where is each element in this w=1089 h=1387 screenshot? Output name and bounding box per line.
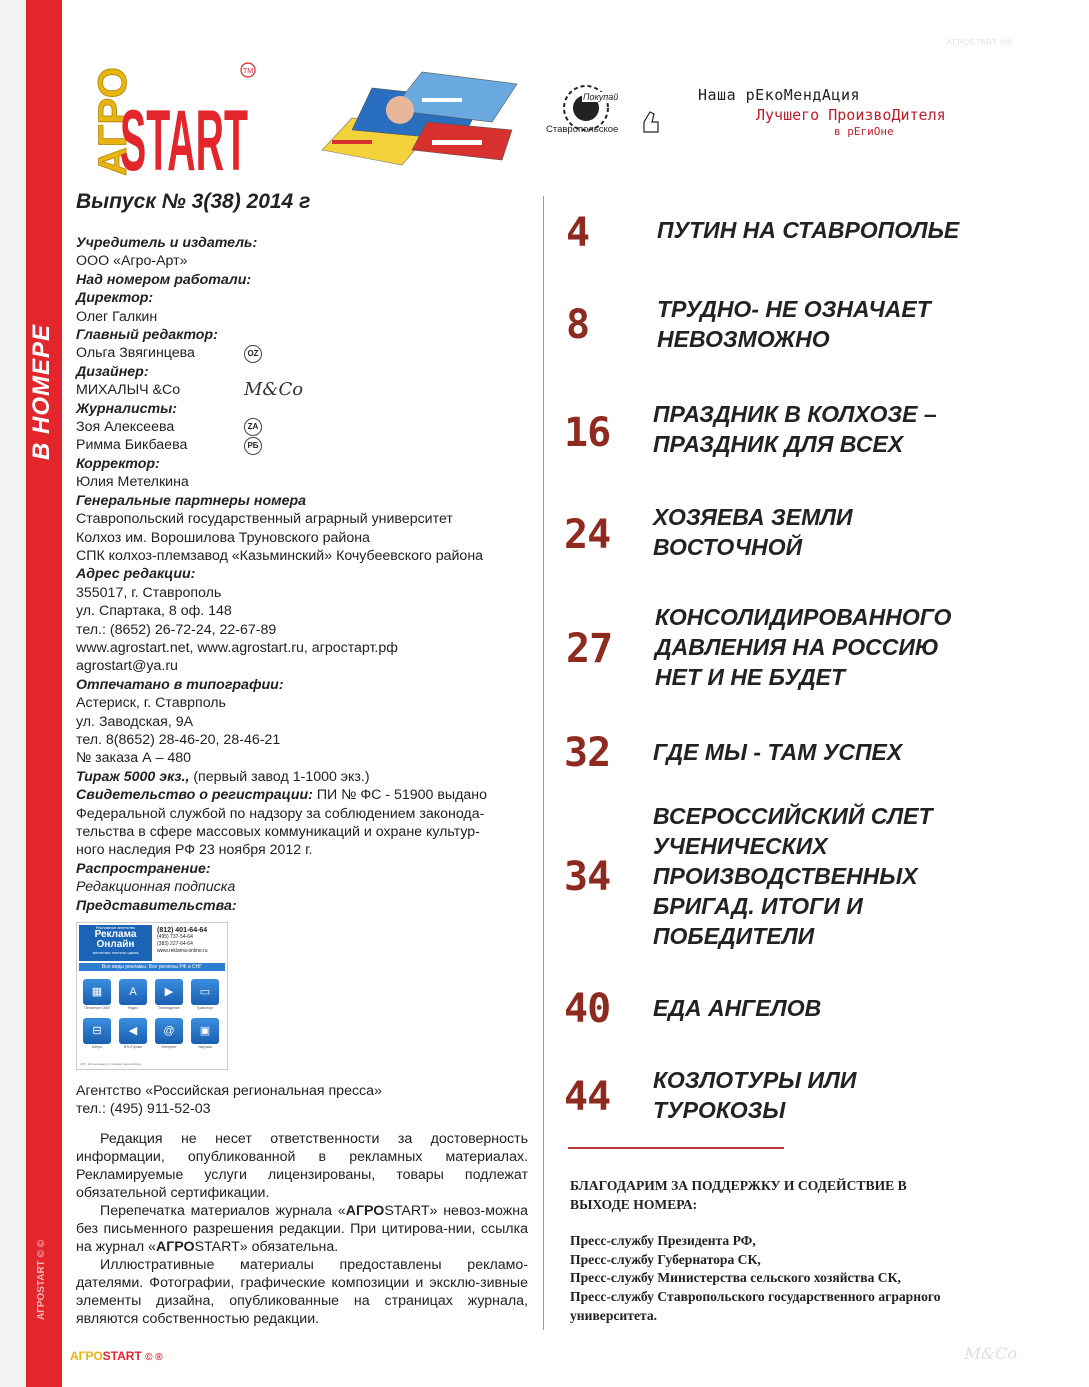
ad-tile-tv <box>155 979 183 1010</box>
ad-small-top: Рекламное агентство <box>95 925 136 930</box>
buy-badge-line1: Покупай <box>583 92 619 102</box>
proof-value: Юлия Метелкина <box>76 474 189 491</box>
print-line3: тел. 8(8652) 28-46-20, 28-46-21 <box>76 731 281 748</box>
distribution-value: Редакционная подписка <box>76 879 236 896</box>
radio-tower-icon: A <box>119 979 147 1005</box>
thanks-line1: Пресс-службу Президента РФ, <box>570 1233 756 1249</box>
ad-caption: Метро <box>91 1045 103 1049</box>
ad-phone-3: (383) 227-64-64 <box>157 941 193 947</box>
ad-phone-2: (495) 737-54-64 <box>157 934 193 940</box>
print-line2: ул. Заводская, 9А <box>76 713 194 730</box>
ad-tile-print <box>83 979 111 1010</box>
toc-title[interactable]: КОНСОЛИДИРОВАННОГО ДАВЛЕНИЯ НА РОССИЮ НЕТ И НЕ БУДЕТ <box>655 604 952 690</box>
ad-banner: Все виды рекламы. Все регионы РФ и СНГ <box>79 963 225 971</box>
toc-page-number[interactable]: 4 <box>566 210 590 256</box>
ad-tile-internet <box>155 1018 183 1049</box>
logo-start-text: START <box>120 93 248 189</box>
partner-2: Колхоз им. Ворошилова Труновского района <box>76 529 370 546</box>
brand-agro: АГРО <box>345 1203 385 1219</box>
side-strip <box>0 0 26 1387</box>
toc-page-number[interactable]: 16 <box>564 410 611 456</box>
journalists-label: Журналисты: <box>76 400 177 417</box>
agency-block <box>76 1082 382 1118</box>
agency-phone: тел.: (495) 911-52-03 <box>76 1101 211 1117</box>
ad-subtitle: агентство полного цикла <box>92 950 139 955</box>
toc-page-number[interactable]: 32 <box>564 730 611 776</box>
agrostart-logo <box>78 58 258 189</box>
toc-title[interactable]: ТРУДНО- НЕ ОЗНАЧАЕТ НЕВОЗМОЖНО <box>657 296 931 352</box>
distribution-label: Распространение: <box>76 860 211 877</box>
ad-phones <box>157 927 208 955</box>
ad-title-line1: Реклама <box>94 929 137 940</box>
disclaimer-p2-text: » обязательна. <box>239 1239 339 1255</box>
billboard-icon: ▣ <box>191 1018 219 1044</box>
toc-title[interactable]: ПРАЗДНИК В КОЛХОЗЕ – ПРАЗДНИК ДЛЯ ВСЕХ <box>653 401 937 457</box>
newspaper-icon: ▦ <box>83 979 111 1005</box>
address-label: Адрес редакции: <box>76 566 196 583</box>
brand-start: START <box>384 1203 430 1219</box>
journalist2-row <box>76 436 536 454</box>
registration-line4: ного наследия РФ 23 ноября 2012 г. <box>76 842 313 859</box>
journalist1-signature-icon: ZA <box>244 418 262 436</box>
journalist1-value: Зоя Алексеева <box>76 419 175 436</box>
ad-tile-outdoor <box>191 1018 219 1049</box>
designer-signature: M&Co <box>244 379 304 401</box>
registration-label: Свидетельство о регистрации: <box>76 787 313 804</box>
at-sign-icon: @ <box>155 1018 183 1044</box>
ad-caption: Транспорт <box>196 1006 214 1010</box>
column-divider <box>543 196 544 1330</box>
editor-value: Ольга Звягинцева <box>76 345 195 362</box>
ad-title-line2: Онлайн <box>96 939 135 950</box>
disclaimer-p2-text: » невоз-можна без письменного разрешения редакции. При цитирова-нии, ссылка на журнал « <box>76 1203 528 1255</box>
buy-badge-line2: Ставропольское <box>546 124 619 135</box>
footer-logo-agro: АГРО <box>70 1349 103 1363</box>
journalist2-signature-icon: РБ <box>244 437 262 455</box>
thanks-divider <box>568 1147 784 1149</box>
footer-designer-mark: M&Co <box>964 1344 1017 1363</box>
designer-label: Дизайнер: <box>76 363 149 380</box>
address-websites: www.agrostart.net, www.agrostart.ru, агростарт.рф <box>76 639 398 656</box>
designer-value: МИХАЛЫЧ &Co <box>76 382 181 399</box>
representatives-label: Представительства: <box>76 897 237 914</box>
toc-title[interactable]: ГДЕ МЫ - ТАМ УСПЕХ <box>653 739 903 765</box>
ad-phone-main: (812) 401-64-64 <box>157 927 208 934</box>
issue-title: Выпуск № 3(38) 2014 г <box>76 190 311 213</box>
thanks-line2: Пресс-службу Губернатора СК, <box>570 1251 761 1267</box>
partner-3: СПК колхоз-племзавод «Казьминский» Кочубеевского района <box>76 547 484 564</box>
circulation-label: Тираж 5000 экз., <box>76 768 190 785</box>
thanks-line5: университета. <box>570 1307 658 1323</box>
director-label: Директор: <box>76 290 154 307</box>
ad-footer: СПб, Колокольная ул. Москва, Новосибирск <box>80 1062 142 1066</box>
toc-page-number[interactable]: 40 <box>564 986 611 1032</box>
ad-tile-promo <box>119 1018 147 1049</box>
recommend-line1: Наша рЕкоМендАция <box>698 86 861 104</box>
side-band <box>26 0 62 1387</box>
recommend-line3: в рЕгиОне <box>834 125 894 138</box>
corner-tag: АГРОSTART ©® <box>946 38 1013 47</box>
thanks-heading-line1: БЛАГОДАРИМ ЗА ПОДДЕРЖКУ И СОДЕЙСТВИЕ В <box>570 1178 907 1193</box>
address-phone: тел.: (8652) 26-72-24, 22-67-89 <box>76 621 277 638</box>
reklama-online-ad[interactable] <box>76 922 228 1070</box>
toc-page-number[interactable]: 34 <box>564 854 611 900</box>
thanks-line4: Пресс-службу Ставропольского государственного аграрного <box>570 1288 941 1304</box>
tv-icon: ▶ <box>155 979 183 1005</box>
registration-row <box>76 786 536 804</box>
ad-tile-radio <box>119 979 147 1010</box>
toc-page-number[interactable]: 27 <box>566 626 613 672</box>
toc-title[interactable]: ВСЕРОССИЙСКИЙ СЛЕТ УЧЕНИЧЕСКИХ ПРОИЗВОДСТВЕННЫХ БРИГАД. ИТОГИ И ПОБЕДИТЕЛИ <box>653 803 933 949</box>
thanks-block <box>570 1177 1010 1325</box>
recommend-line2: Лучшего ПроизвоДителя <box>756 106 946 124</box>
address-line1: 355017, г. Ставрополь <box>76 584 222 601</box>
director-value: Олег Галкин <box>76 308 158 325</box>
circulation-value: (первый завод 1-1000 экз.) <box>189 768 370 785</box>
journalist2-value: Римма Бикбаева <box>76 437 188 454</box>
footer-logo-start: START <box>102 1349 142 1363</box>
ad-tile-transport <box>191 979 219 1010</box>
ad-caption: Наружка <box>197 1045 213 1049</box>
logo-tm: TM <box>242 68 254 75</box>
toc-title[interactable]: КОЗЛОТУРЫ ИЛИ ТУРОКОЗЫ <box>653 1067 857 1123</box>
toc-title[interactable]: ХОЗЯЕВА ЗЕМЛИ ВОСТОЧНОЙ <box>653 504 853 560</box>
toc-title[interactable]: ЕДА АНГЕЛОВ <box>653 995 822 1021</box>
megaphone-icon: ◀ <box>119 1018 147 1044</box>
toc-page-number[interactable]: 44 <box>564 1074 611 1120</box>
brand-agro: АГРО <box>155 1239 195 1255</box>
thanks-heading-line2: ВЫХОДЕ НОМЕРА: <box>570 1196 698 1212</box>
partner-1: Ставропольский государственный аграрный университет <box>76 511 453 528</box>
toc-page-number[interactable]: 24 <box>564 512 611 558</box>
thanks-line3: Пресс-службу Министерства сельского хозяйства СК, <box>570 1270 901 1286</box>
side-small-mark: АГРОSTART © © <box>36 1239 47 1320</box>
founder-value: ООО «Агро-Арт» <box>76 253 188 270</box>
logo-agro-text: АГРО <box>91 67 135 176</box>
circulation-row <box>76 768 536 786</box>
ad-site: www.reklama-online.ru <box>157 948 208 954</box>
print-label: Отпечатано в типографии: <box>76 676 284 693</box>
partners-label: Генеральные партнеры номера <box>76 492 307 509</box>
editor-label: Главный редактор: <box>76 327 218 344</box>
toc-page-number[interactable]: 8 <box>566 302 590 348</box>
editor-signature-icon: OZ <box>244 345 262 363</box>
brand-start: START <box>194 1239 240 1255</box>
credits-column <box>76 234 536 915</box>
ad-caption: Телевидение <box>158 1006 180 1010</box>
designer-row <box>76 381 536 399</box>
address-email: agrostart@ya.ru <box>76 658 178 675</box>
ad-tile-metro <box>83 1018 111 1049</box>
bus-icon: ▭ <box>191 979 219 1005</box>
footer-logo <box>70 1349 163 1363</box>
address-line2: ул. Спартака, 8 оф. 148 <box>76 603 232 620</box>
toc-title[interactable]: ПУТИН НА СТАВРОПОЛЬЕ <box>657 217 960 243</box>
disclaimer-p2-text: Перепечатка материалов журнала « <box>100 1203 346 1219</box>
disclaimer-p3: Иллюстративные материалы предоставлены рекламо-дателями. Фотографии, графические композиции и эксклю-зивные элементы дизайна, опубликованные на страницах журнала, являются собственностью редакции. <box>76 1257 528 1327</box>
worked-label: Над номером работали: <box>76 271 252 288</box>
journalist1-row <box>76 418 536 436</box>
ad-caption: BTL/Промо <box>123 1045 143 1049</box>
proof-label: Корректор: <box>76 455 160 472</box>
founder-label: Учредитель и издатель: <box>76 235 258 251</box>
disclaimer <box>76 1130 528 1328</box>
registration-line1: ПИ № ФС - 51900 выдано <box>312 787 488 804</box>
section-title-vertical: В НОМЕРЕ <box>28 323 55 460</box>
metro-train-icon: ⊟ <box>83 1018 111 1044</box>
disclaimer-p2 <box>76 1202 528 1256</box>
print-line1: Астериск, г. Ставрполь <box>76 695 226 712</box>
ad-header <box>79 925 152 961</box>
buy-stavropol-badge <box>546 82 662 152</box>
ad-caption: Интернет <box>161 1045 177 1049</box>
registration-line2: Федеральной службой по надзору за соблюдением законода- <box>76 805 485 822</box>
editor-row <box>76 344 536 362</box>
agency-name: Агентство «Российская региональная пресса» <box>76 1083 382 1099</box>
footer-marks: © ® <box>145 1352 163 1363</box>
disclaimer-p1: Редакция не несет ответственности за достоверность информации, опубликованной в рекламных материалах. Рекламируемые услуги лицензированы, товары подлежат обязательной сертификации. <box>76 1131 528 1201</box>
magazines-illustration <box>312 70 522 174</box>
ad-icon-grid <box>83 979 223 1049</box>
ad-caption: Радио <box>127 1006 139 1010</box>
recommendation-block <box>698 86 946 138</box>
ad-caption: Печатные СМИ <box>84 1006 110 1010</box>
registration-line3: тельства в сфере массовых коммуникаций и охране культур- <box>76 824 480 840</box>
print-line4: № заказа А – 480 <box>76 750 192 767</box>
